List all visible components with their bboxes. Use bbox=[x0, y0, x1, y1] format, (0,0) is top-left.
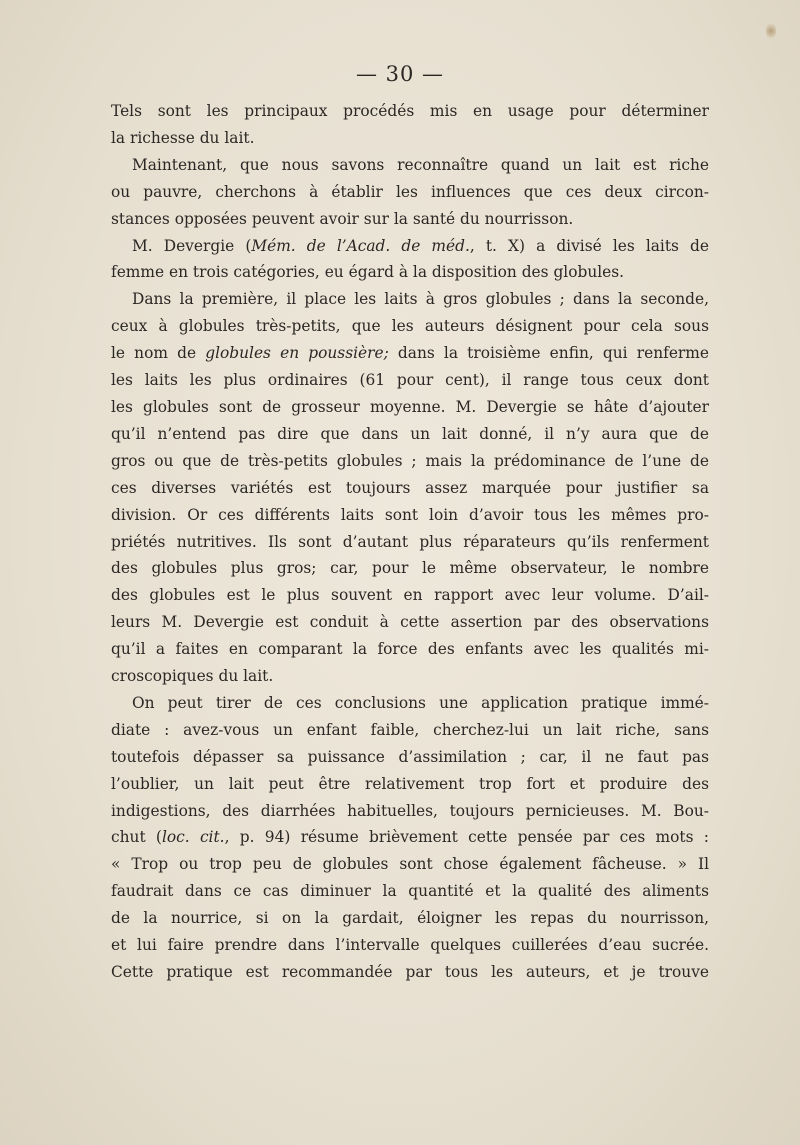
text-line: les globules sont de grosseur moyenne. M. Devergie se hâte d’ajouter bbox=[111, 397, 709, 416]
text-run: dans la troisième enfin, qui renferme bbox=[388, 344, 709, 363]
text-line: indigestions, des diarrhées habituelles, toujours pernicieuses. M. Bou- bbox=[111, 801, 709, 820]
text-line: femme en trois catégories, eu égard à la disposition des globules. bbox=[111, 263, 625, 282]
text-line: gros ou que de très-petits globules ; mais la prédominance de l’une de bbox=[111, 451, 709, 470]
text-line: ces diverses variétés est toujours assez marquée pour justifier sa bbox=[111, 478, 709, 497]
text-line: faudrait dans ce cas diminuer la quantité et la qualité des aliments bbox=[111, 882, 709, 901]
text-line: des globules est le plus souvent en rapport avec leur volume. D’ail- bbox=[111, 586, 709, 605]
citation-title: Mém. de l’Acad. de méd. bbox=[251, 236, 470, 255]
text-run: , p. 94) résume brièvement cette pensée par ces mots : bbox=[224, 828, 709, 847]
text-line: de la nourrice, si on la gardait, éloigner les repas du nourrisson, bbox=[111, 909, 709, 928]
text-line: et lui faire prendre dans l’intervalle quelques cuillerées d’eau sucrée. bbox=[111, 936, 709, 955]
text-line: leurs M. Devergie est conduit à cette assertion par des observations bbox=[111, 613, 709, 632]
text-line: l’oublier, un lait peut être relativement trop fort et produire des bbox=[111, 774, 709, 793]
text-line: les laits les plus ordinaires (61 pour cent), il range tous ceux dont bbox=[111, 371, 709, 390]
paper-stain bbox=[766, 22, 776, 40]
text-line: On peut tirer de ces conclusions une application pratique immé- bbox=[132, 693, 709, 712]
text-line: Dans la première, il place les laits à gros globules ; dans la seconde, bbox=[132, 290, 709, 309]
text-line bbox=[111, 340, 709, 367]
text-line: la richesse du lait. bbox=[111, 128, 255, 147]
citation-title: loc. cit. bbox=[161, 828, 225, 847]
text-run: le nom de bbox=[111, 344, 206, 363]
text-line: qu’il a faites en comparant la force des enfants avec les qualités mi- bbox=[111, 640, 709, 659]
text-line: ceux à globules très-petits, que les auteurs désignent pour cela sous bbox=[111, 317, 709, 336]
text-line: priétés nutritives. Ils sont d’autant plus réparateurs qu’ils renferment bbox=[111, 532, 709, 551]
text-line bbox=[111, 824, 709, 851]
text-line: qu’il n’entend pas dire que dans un lait donné, il n’y aura que de bbox=[111, 424, 709, 443]
text-line: croscopiques du lait. bbox=[111, 667, 274, 686]
text-line: Cette pratique est recommandée par tous les auteurs, et je trouve bbox=[111, 963, 709, 981]
text-line: division. Or ces différents laits sont loin d’avoir tous les mêmes pro- bbox=[111, 505, 709, 524]
text-line: ou pauvre, cherchons à établir les influences que ces deux circon- bbox=[111, 182, 709, 201]
text-line: « Trop ou trop peu de globules sont chose également fâcheuse. » Il bbox=[111, 855, 709, 874]
text-line: diate : avez-vous un enfant faible, cherchez-lui un lait riche, sans bbox=[111, 720, 709, 739]
text-run: , t. X) a divisé les laits de bbox=[469, 236, 709, 255]
body-text bbox=[111, 98, 709, 986]
text-line: Maintenant, que nous savons reconnaître quand un lait est riche bbox=[132, 155, 709, 174]
text-run: M. Devergie ( bbox=[132, 236, 252, 255]
text-line: toutefois dépasser sa puissance d’assimilation ; car, il ne faut pas bbox=[111, 747, 709, 766]
emphasis-term: globules en poussière; bbox=[205, 344, 389, 363]
text-line bbox=[111, 233, 709, 260]
text-line: des globules plus gros; car, pour le même observateur, le nombre bbox=[111, 559, 709, 578]
text-line: Tels sont les principaux procédés mis en usage pour déterminer bbox=[111, 102, 709, 120]
text-run: chut ( bbox=[111, 828, 162, 847]
text-line: stances opposées peuvent avoir sur la santé du nourrisson. bbox=[111, 209, 574, 228]
page-number: — 30 — bbox=[355, 62, 445, 86]
